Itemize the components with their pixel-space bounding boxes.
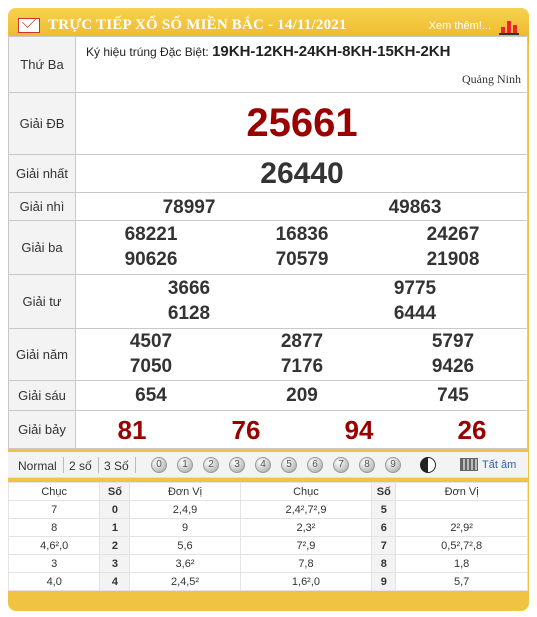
prize-number: 5797 [431,331,475,352]
mail-icon [18,18,40,33]
digit-3-button[interactable]: 3 [229,457,245,473]
cell-chuc: 7²,9 [240,537,372,555]
mode-2-digit-button[interactable]: 2 số [69,459,92,473]
prize-label-fourth: Giải tư [9,275,76,329]
prize-number: 26 [457,415,487,445]
cell-so: 3 [100,555,130,573]
prize-number: 78997 [162,197,216,218]
special-code-line [86,43,450,60]
prize-label-second: Giải nhì [9,193,76,221]
province: Quảng Ninh [462,72,521,86]
table-row [9,519,528,537]
see-more-link[interactable]: Xem thêm!... [428,20,491,32]
prize-fourth-cell [76,275,528,329]
day-label: Thứ Ba [9,37,76,93]
digit-7-button[interactable]: 7 [333,457,349,473]
cell-don-vi [396,501,528,519]
cell-don-vi: 1,8 [396,555,528,573]
cell-don-vi: 5,6 [130,537,240,555]
results-table [8,36,528,449]
prize-number: 745 [437,385,469,406]
prize-number: 7050 [129,356,173,377]
mode-normal-button[interactable]: Normal [18,459,57,473]
prize-number: 21908 [426,249,480,270]
barcode-icon[interactable] [460,458,478,471]
col-header-so: Số [100,483,130,501]
prize-first-cell [76,155,528,193]
prize-label-seventh: Giải bảy [9,411,76,449]
prize-number: 70579 [275,249,329,270]
prize-sixth-cell [76,381,528,411]
col-header-so: Số [372,483,396,501]
prize-label-fifth: Giải năm [9,329,76,381]
cell-don-vi: 0,5²,7²,8 [396,537,528,555]
digit-8-button[interactable]: 8 [359,457,375,473]
cell-so: 1 [100,519,130,537]
cell-so: 2 [100,537,130,555]
prize-number: 81 [117,415,147,445]
mode-separator [63,457,64,473]
cell-chuc: 7 [9,501,100,519]
prize-number: 49863 [388,197,442,218]
cell-chuc: 1,6²,0 [240,573,372,591]
prize-number: 16836 [275,224,329,245]
prize-number: 6444 [393,303,437,324]
digit-2-button[interactable]: 2 [203,457,219,473]
table-row [9,537,528,555]
table-row [9,501,528,519]
cell-don-vi: 5,7 [396,573,528,591]
prize-fifth-cell [76,329,528,381]
cell-don-vi: 3,6² [130,555,240,573]
cell-so: 0 [100,501,130,519]
cell-chuc: 4,0 [9,573,100,591]
prize-number: 24267 [426,224,480,245]
prize-number: 94 [344,415,374,445]
prize-number: 2877 [280,331,324,352]
prize-number: 209 [286,385,318,406]
digit-0-button[interactable]: 0 [151,457,167,473]
prize-label-first: Giải nhất [9,155,76,193]
digit-4-button[interactable]: 4 [255,457,271,473]
cell-chuc: 8 [9,519,100,537]
mode-separator [135,457,136,473]
prize-second-cell [76,193,528,221]
prize-number: 90626 [124,249,178,270]
cell-chuc: 4,6²,0 [9,537,100,555]
special-code-label: Ký hiệu trúng Đặc Biệt: [86,45,209,59]
mode-separator [98,457,99,473]
cell-don-vi: 2²,9² [396,519,528,537]
cell-so: 7 [372,537,396,555]
digit-6-button[interactable]: 6 [307,457,323,473]
cell-chuc: 2,3² [240,519,372,537]
cell-don-vi: 2,4,9 [130,501,240,519]
prize-number: 4507 [129,331,173,352]
cell-don-vi: 2,4,5² [130,573,240,591]
cell-chuc: 7,8 [240,555,372,573]
special-codes: 19KH-12KH-24KH-8KH-15KH-2KH [212,43,451,60]
prize-number: 9426 [431,356,475,377]
table-row [9,573,528,591]
prize-number: 76 [231,415,261,445]
cell-so: 8 [372,555,396,573]
prize-third-cell [76,221,528,275]
cell-so: 9 [372,573,396,591]
cell-chuc: 2,4²,7²,9 [240,501,372,519]
prize-label-sixth: Giải sáu [9,381,76,411]
digit-9-button[interactable]: 9 [385,457,401,473]
prize-seventh-cell [76,411,528,449]
prize-special-cell [76,93,528,155]
col-header-don-vi: Đơn Vị [396,483,528,501]
col-header-don-vi: Đơn Vị [130,483,240,501]
prize-number: 654 [135,385,167,406]
number-toolbar [8,452,528,478]
prize-number: 7176 [280,356,324,377]
cell-chuc: 3 [9,555,100,573]
col-header-chuc: Chục [9,483,100,501]
prize-number: 68221 [124,224,178,245]
prize-number: 3666 [167,278,211,299]
cell-so: 4 [100,573,130,591]
yin-yang-icon[interactable] [420,457,436,473]
prize-label-third: Giải ba [9,221,76,275]
cell-don-vi: 9 [130,519,240,537]
prize-number: 6128 [167,303,211,324]
prize-label-special: Giải ĐB [9,93,76,155]
prize-number: 26440 [260,157,344,190]
digit-1-button[interactable]: 1 [177,457,193,473]
loto-table [8,482,528,591]
digit-5-button[interactable]: 5 [281,457,297,473]
widget-title: TRỰC TIẾP XỔ SỐ MIỀN BẮC - 14/11/2021 [48,17,347,33]
cell-so: 5 [372,501,396,519]
prize-number: 9775 [393,278,437,299]
cell-so: 6 [372,519,396,537]
show-all-link[interactable]: Tất âm [482,459,517,471]
col-header-chuc: Chục [240,483,372,501]
table-row [9,555,528,573]
prize-number: 25661 [246,101,358,145]
mode-3-digit-button[interactable]: 3 Số [104,459,129,473]
bar-chart-icon[interactable] [499,15,519,35]
special-code-cell [76,37,528,93]
